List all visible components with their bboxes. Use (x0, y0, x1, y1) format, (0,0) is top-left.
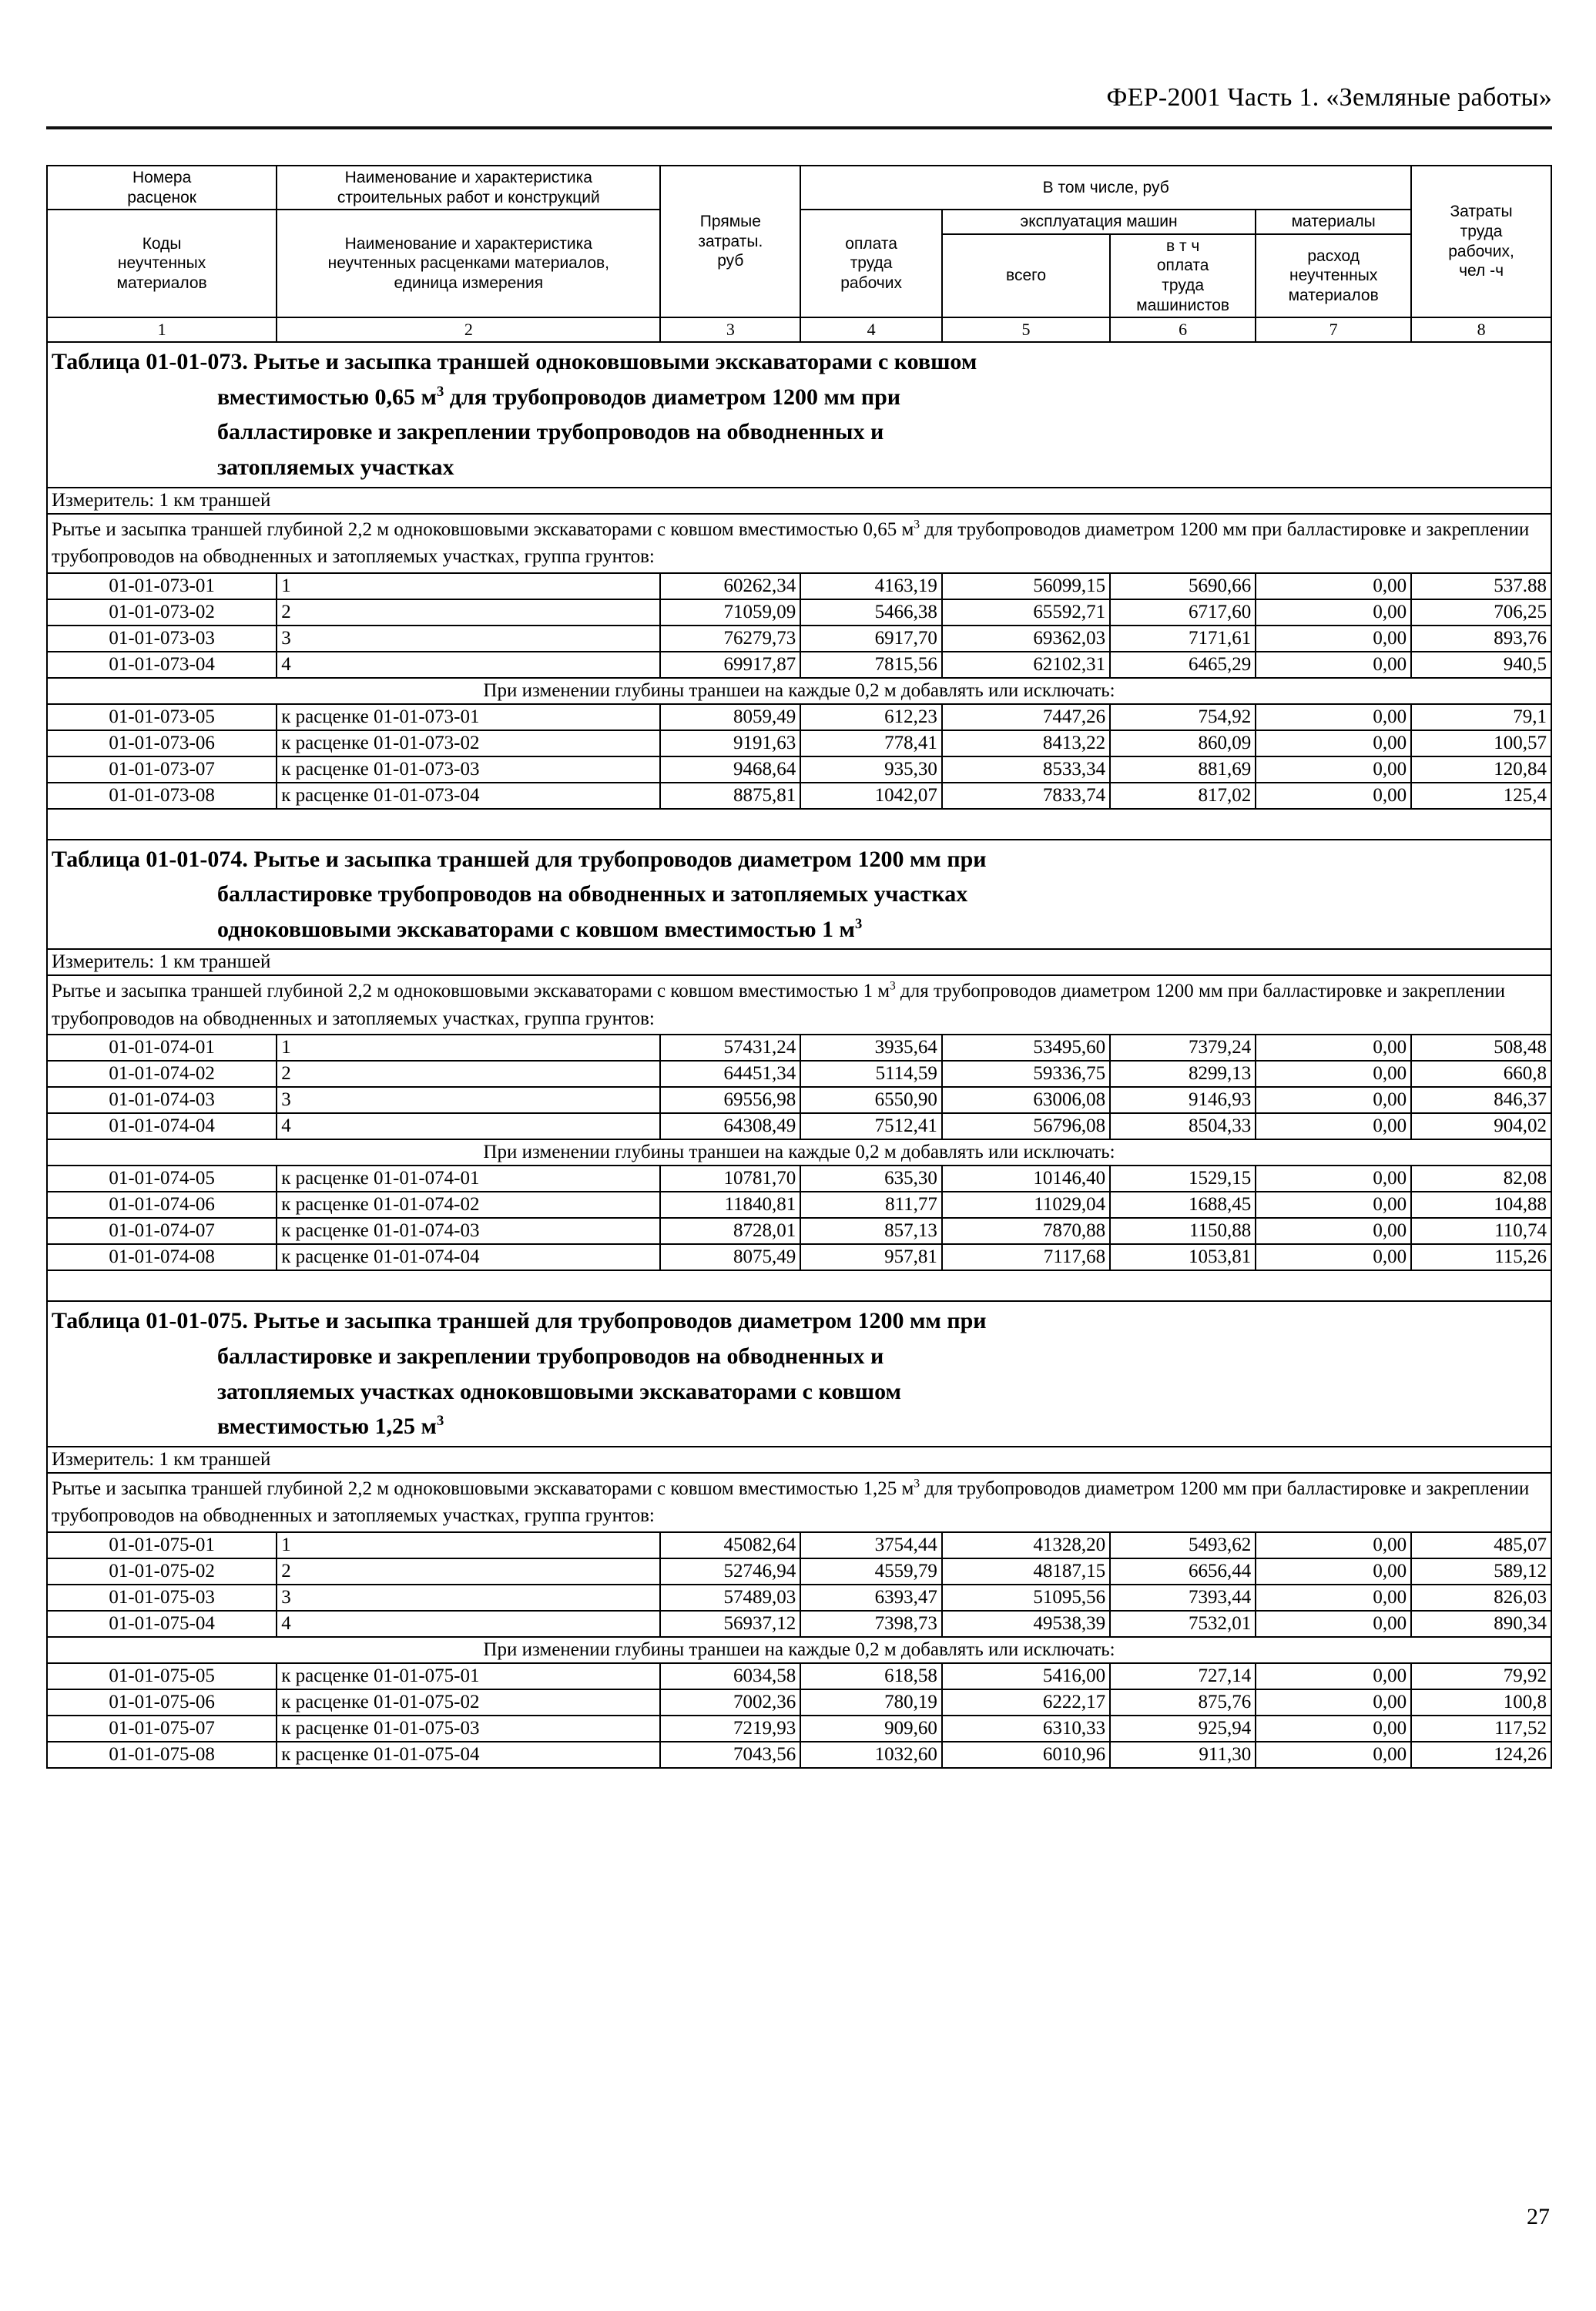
depth-note-row (47, 1139, 1551, 1166)
cell-direct-costs: 7002,36 (660, 1689, 800, 1716)
cell-machines-total: 7117,68 (942, 1244, 1110, 1270)
depth-note-row (47, 1637, 1551, 1663)
cell-name: к расценке 01-01-073-02 (277, 730, 660, 756)
cell-code: 01-01-075-06 (47, 1689, 277, 1716)
th-zatraty-truda: Затраты труда рабочих, чел -ч (1411, 166, 1551, 317)
cell-name: 2 (277, 1061, 660, 1087)
cell-code: 01-01-075-03 (47, 1585, 277, 1611)
cell-worker-pay: 857,13 (800, 1218, 942, 1244)
cell-direct-costs: 57489,03 (660, 1585, 800, 1611)
cell-direct-costs: 9191,63 (660, 730, 800, 756)
page-number: 27 (1527, 2204, 1550, 2229)
table-row (47, 1716, 1551, 1742)
cell-operator-pay: 925,94 (1110, 1716, 1256, 1742)
cell-worker-pay: 4559,79 (800, 1558, 942, 1585)
cell-materials: 0,00 (1256, 1689, 1411, 1716)
cell-code: 01-01-075-05 (47, 1663, 277, 1689)
cell-labor-hours: 125,4 (1411, 783, 1551, 809)
cell-labor-hours: 104,88 (1411, 1192, 1551, 1218)
cell-name: к расценке 01-01-073-04 (277, 783, 660, 809)
cell-code: 01-01-075-04 (47, 1611, 277, 1637)
table-row (47, 1611, 1551, 1637)
cell-machines-total: 11029,04 (942, 1192, 1110, 1218)
cell-machines-total: 7447,26 (942, 704, 1110, 730)
th-pryamye-zatraty: Прямые затраты. руб (660, 166, 800, 317)
cell-machines-total: 49538,39 (942, 1611, 1110, 1637)
table-header-numbers-row (47, 317, 1551, 342)
cell-labor-hours: 706,25 (1411, 599, 1551, 626)
cell-materials: 0,00 (1256, 626, 1411, 652)
izmeritel-row (47, 949, 1551, 975)
cell-code: 01-01-074-06 (47, 1192, 277, 1218)
block-spacer (47, 809, 1551, 840)
cell-machines-total: 8413,22 (942, 730, 1110, 756)
table-row (47, 652, 1551, 678)
cell-name: 1 (277, 573, 660, 599)
cell-materials: 0,00 (1256, 1716, 1411, 1742)
cell-machines-total: 63006,08 (942, 1087, 1110, 1113)
cell-worker-pay: 3754,44 (800, 1532, 942, 1558)
cell-name: 3 (277, 1087, 660, 1113)
table-title-cell (47, 1301, 1551, 1446)
cell-materials: 0,00 (1256, 652, 1411, 678)
cell-materials: 0,00 (1256, 1035, 1411, 1061)
cell-operator-pay: 6717,60 (1110, 599, 1256, 626)
cell-name: к расценке 01-01-074-04 (277, 1244, 660, 1270)
cell-operator-pay: 7393,44 (1110, 1585, 1256, 1611)
cell-machines-total: 51095,56 (942, 1585, 1110, 1611)
cell-worker-pay: 957,81 (800, 1244, 942, 1270)
cell-name: к расценке 01-01-074-03 (277, 1218, 660, 1244)
cell-operator-pay: 5690,66 (1110, 573, 1256, 599)
cell-worker-pay: 612,23 (800, 704, 942, 730)
cell-labor-hours: 890,34 (1411, 1611, 1551, 1637)
cell-worker-pay: 1042,07 (800, 783, 942, 809)
th-numera-rascenok: Номера расценок (47, 166, 277, 210)
cell-code: 01-01-074-08 (47, 1244, 277, 1270)
table-row (47, 573, 1551, 599)
cell-code: 01-01-073-03 (47, 626, 277, 652)
cell-code: 01-01-075-01 (47, 1532, 277, 1558)
cell-name: 2 (277, 599, 660, 626)
description-row (47, 975, 1551, 1035)
table-row (47, 783, 1551, 809)
cell-worker-pay: 618,58 (800, 1663, 942, 1689)
cell-operator-pay: 1150,88 (1110, 1218, 1256, 1244)
cell-name: к расценке 01-01-074-01 (277, 1166, 660, 1192)
cell-worker-pay: 5114,59 (800, 1061, 942, 1087)
depth-note-row (47, 678, 1551, 704)
cell-worker-pay: 5466,38 (800, 599, 942, 626)
cell-materials: 0,00 (1256, 1742, 1411, 1768)
cell-machines-total: 56796,08 (942, 1113, 1110, 1139)
cell-direct-costs: 8059,49 (660, 704, 800, 730)
cell-name: 1 (277, 1035, 660, 1061)
th-group-ekspluataciya-mashin: эксплуатация машин (942, 210, 1256, 234)
description-row (47, 1473, 1551, 1532)
cell-materials: 0,00 (1256, 599, 1411, 626)
th-colnum-5: 5 (942, 317, 1110, 342)
cell-worker-pay: 935,30 (800, 756, 942, 783)
cell-direct-costs: 60262,34 (660, 573, 800, 599)
cell-materials: 0,00 (1256, 1532, 1411, 1558)
cell-worker-pay: 6393,47 (800, 1585, 942, 1611)
th-oplata-truda-mashinistov: в т ч оплата труда машинистов (1110, 234, 1256, 317)
cell-worker-pay: 780,19 (800, 1689, 942, 1716)
cell-machines-total: 41328,20 (942, 1532, 1110, 1558)
cell-machines-total: 65592,71 (942, 599, 1110, 626)
block-spacer-row (47, 1270, 1551, 1301)
cell-code: 01-01-074-02 (47, 1061, 277, 1087)
th-colnum-2: 2 (277, 317, 660, 342)
cell-name: к расценке 01-01-075-04 (277, 1742, 660, 1768)
cell-code: 01-01-074-03 (47, 1087, 277, 1113)
table-title-row (47, 840, 1551, 950)
table-title-text: Таблица 01-01-075. Рытье и засыпка траншей для трубопроводов диаметром 1200 мм при балластировке и закреплении трубопроводов на обводненных и затопляемых участках одноковшовыми экскаваторами с ковшом вместимостью 1,25 $м^3$ (52, 1308, 987, 1440)
izmeritel-cell: Измеритель: 1 км траншей (47, 949, 1551, 975)
cell-machines-total: 5416,00 (942, 1663, 1110, 1689)
cell-name: к расценке 01-01-073-01 (277, 704, 660, 730)
cell-name: 4 (277, 1113, 660, 1139)
cell-direct-costs: 8728,01 (660, 1218, 800, 1244)
table-row (47, 1558, 1551, 1585)
cell-labor-hours: 100,57 (1411, 730, 1551, 756)
table-row (47, 1585, 1551, 1611)
block-spacer (47, 1270, 1551, 1301)
cell-machines-total: 7870,88 (942, 1218, 1110, 1244)
cell-machines-total: 56099,15 (942, 573, 1110, 599)
cell-code: 01-01-073-01 (47, 573, 277, 599)
table-title-cell (47, 342, 1551, 487)
th-rashod-neuchtennyh-materialov: расход неучтенных материалов (1256, 234, 1411, 317)
cell-labor-hours: 100,8 (1411, 1689, 1551, 1716)
cell-code: 01-01-073-08 (47, 783, 277, 809)
cell-machines-total: 62102,31 (942, 652, 1110, 678)
cell-direct-costs: 69917,87 (660, 652, 800, 678)
cell-labor-hours: 79,92 (1411, 1663, 1551, 1689)
cell-machines-total: 69362,03 (942, 626, 1110, 652)
cell-operator-pay: 727,14 (1110, 1663, 1256, 1689)
cell-machines-total: 8533,34 (942, 756, 1110, 783)
cell-labor-hours: 589,12 (1411, 1558, 1551, 1585)
cell-operator-pay: 911,30 (1110, 1742, 1256, 1768)
th-colnum-7: 7 (1256, 317, 1411, 342)
cell-name: к расценке 01-01-073-03 (277, 756, 660, 783)
cell-labor-hours: 82,08 (1411, 1166, 1551, 1192)
table-row (47, 1113, 1551, 1139)
th-colnum-3: 3 (660, 317, 800, 342)
table-row (47, 1742, 1551, 1768)
cell-materials: 0,00 (1256, 730, 1411, 756)
cell-worker-pay: 7815,56 (800, 652, 942, 678)
cell-direct-costs: 64451,34 (660, 1061, 800, 1087)
cell-operator-pay: 5493,62 (1110, 1532, 1256, 1558)
cell-code: 01-01-075-02 (47, 1558, 277, 1585)
cell-materials: 0,00 (1256, 573, 1411, 599)
table-row (47, 704, 1551, 730)
th-group-materialy: материалы (1256, 210, 1411, 234)
description-cell: Рытье и засыпка траншей глубиной 2,2 м одноковшовыми экскаваторами с ковшом вместимостью 0,65 $м^3$ для трубопроводов диаметром 1200 мм при балластировке и закреплении трубопроводов на обводненных и затопляемых участках, группа грунтов: (47, 514, 1551, 573)
cell-name: 3 (277, 1585, 660, 1611)
cell-materials: 0,00 (1256, 1663, 1411, 1689)
cell-name: 3 (277, 626, 660, 652)
cell-operator-pay: 8299,13 (1110, 1061, 1256, 1087)
cell-worker-pay: 7512,41 (800, 1113, 942, 1139)
cell-worker-pay: 811,77 (800, 1192, 942, 1218)
cell-name: к расценке 01-01-075-03 (277, 1716, 660, 1742)
cell-machines-total: 6222,17 (942, 1689, 1110, 1716)
izmeritel-cell: Измеритель: 1 км траншей (47, 1447, 1551, 1473)
cell-worker-pay: 635,30 (800, 1166, 942, 1192)
cell-name: к расценке 01-01-075-02 (277, 1689, 660, 1716)
cell-direct-costs: 69556,98 (660, 1087, 800, 1113)
th-naimenovanie-rabot: Наименование и характеристика строительных работ и конструкций (277, 166, 660, 210)
cell-code: 01-01-074-05 (47, 1166, 277, 1192)
cell-labor-hours: 940,5 (1411, 652, 1551, 678)
table-header-row-1 (47, 166, 1551, 210)
cell-direct-costs: 56937,12 (660, 1611, 800, 1637)
cell-labor-hours: 124,26 (1411, 1742, 1551, 1768)
cell-name: 2 (277, 1558, 660, 1585)
cell-machines-total: 59336,75 (942, 1061, 1110, 1087)
cell-worker-pay: 6917,70 (800, 626, 942, 652)
cell-labor-hours: 117,52 (1411, 1716, 1551, 1742)
cell-operator-pay: 7532,01 (1110, 1611, 1256, 1637)
izmeritel-row (47, 1447, 1551, 1473)
cell-materials: 0,00 (1256, 1113, 1411, 1139)
cell-machines-total: 7833,74 (942, 783, 1110, 809)
cell-labor-hours: 110,74 (1411, 1218, 1551, 1244)
cell-direct-costs: 64308,49 (660, 1113, 800, 1139)
description-row (47, 514, 1551, 573)
table-row (47, 626, 1551, 652)
th-vsego: всего (942, 234, 1110, 317)
cell-operator-pay: 1688,45 (1110, 1192, 1256, 1218)
cell-machines-total: 10146,40 (942, 1166, 1110, 1192)
cell-operator-pay: 881,69 (1110, 756, 1256, 783)
cell-labor-hours: 904,02 (1411, 1113, 1551, 1139)
th-colnum-1: 1 (47, 317, 277, 342)
cell-materials: 0,00 (1256, 1087, 1411, 1113)
table-title-row (47, 1301, 1551, 1446)
cell-name: к расценке 01-01-074-02 (277, 1192, 660, 1218)
cell-materials: 0,00 (1256, 1192, 1411, 1218)
table-row (47, 1035, 1551, 1061)
table-row (47, 1061, 1551, 1087)
cell-direct-costs: 71059,09 (660, 599, 800, 626)
cell-direct-costs: 52746,94 (660, 1558, 800, 1585)
cell-operator-pay: 817,02 (1110, 783, 1256, 809)
cell-materials: 0,00 (1256, 1061, 1411, 1087)
table-row (47, 1663, 1551, 1689)
cell-code: 01-01-073-04 (47, 652, 277, 678)
cell-code: 01-01-073-07 (47, 756, 277, 783)
cell-labor-hours: 79,1 (1411, 704, 1551, 730)
table-row (47, 756, 1551, 783)
depth-note-cell: При изменении глубины траншеи на каждые 0,2 м добавлять или исключать: (47, 1637, 1551, 1663)
cell-operator-pay: 1529,15 (1110, 1166, 1256, 1192)
table-row (47, 1218, 1551, 1244)
cell-machines-total: 48187,15 (942, 1558, 1110, 1585)
table-row (47, 1192, 1551, 1218)
th-kody-neuchtennyh: Коды неучтенных материалов (47, 210, 277, 317)
cell-direct-costs: 11840,81 (660, 1192, 800, 1218)
table-title-cell (47, 840, 1551, 950)
cell-machines-total: 6310,33 (942, 1716, 1110, 1742)
cell-direct-costs: 9468,64 (660, 756, 800, 783)
cell-materials: 0,00 (1256, 783, 1411, 809)
cell-direct-costs: 57431,24 (660, 1035, 800, 1061)
th-oplata-truda-rabochih: оплата труда рабочих (800, 210, 942, 317)
cell-materials: 0,00 (1256, 756, 1411, 783)
th-colnum-4: 4 (800, 317, 942, 342)
cell-operator-pay: 6465,29 (1110, 652, 1256, 678)
cell-materials: 0,00 (1256, 1218, 1411, 1244)
cell-worker-pay: 4163,19 (800, 573, 942, 599)
cell-labor-hours: 660,8 (1411, 1061, 1551, 1087)
cell-materials: 0,00 (1256, 1166, 1411, 1192)
cell-direct-costs: 6034,58 (660, 1663, 800, 1689)
cell-operator-pay: 875,76 (1110, 1689, 1256, 1716)
cell-code: 01-01-073-02 (47, 599, 277, 626)
cell-name: 4 (277, 652, 660, 678)
table-title-text: Таблица 01-01-074. Рытье и засыпка траншей для трубопроводов диаметром 1200 мм при балластировке трубопроводов на обводненных и затопляемых участках одноковшовыми экскаваторами с ковшом вместимостью 1 $м^3$ (52, 846, 987, 942)
cell-labor-hours: 826,03 (1411, 1585, 1551, 1611)
cell-code: 01-01-075-08 (47, 1742, 277, 1768)
cell-operator-pay: 754,92 (1110, 704, 1256, 730)
cell-machines-total: 53495,60 (942, 1035, 1110, 1061)
depth-note-cell: При изменении глубины траншеи на каждые 0,2 м добавлять или исключать: (47, 1139, 1551, 1166)
cell-labor-hours: 485,07 (1411, 1532, 1551, 1558)
th-naimenovanie-materialov: Наименование и характеристика неучтенных расценками материалов, единица измерения (277, 210, 660, 317)
cell-labor-hours: 537.88 (1411, 573, 1551, 599)
table-row (47, 1532, 1551, 1558)
cell-labor-hours: 120,84 (1411, 756, 1551, 783)
cell-code: 01-01-074-04 (47, 1113, 277, 1139)
table-row (47, 1166, 1551, 1192)
cell-machines-total: 6010,96 (942, 1742, 1110, 1768)
cell-direct-costs: 7219,93 (660, 1716, 800, 1742)
cell-labor-hours: 115,26 (1411, 1244, 1551, 1270)
cell-operator-pay: 8504,33 (1110, 1113, 1256, 1139)
cell-direct-costs: 7043,56 (660, 1742, 800, 1768)
cell-worker-pay: 6550,90 (800, 1087, 942, 1113)
cell-direct-costs: 10781,70 (660, 1166, 800, 1192)
cell-name: 4 (277, 1611, 660, 1637)
block-spacer-row (47, 809, 1551, 840)
cell-materials: 0,00 (1256, 1585, 1411, 1611)
cell-name: 1 (277, 1532, 660, 1558)
table-title-row (47, 342, 1551, 487)
th-colnum-6: 6 (1110, 317, 1256, 342)
cell-worker-pay: 909,60 (800, 1716, 942, 1742)
cell-direct-costs: 8075,49 (660, 1244, 800, 1270)
cell-direct-costs: 45082,64 (660, 1532, 800, 1558)
cell-code: 01-01-074-01 (47, 1035, 277, 1061)
table-title-text: Таблица 01-01-073. Рытье и засыпка траншей одноковшовыми экскаваторами с ковшом вместимостью 0,65 $м^3$ для трубопроводов диаметром 1200 мм при балластировке и закреплении трубопроводов на обводненных и затопляемых участках (52, 349, 977, 481)
cell-direct-costs: 8875,81 (660, 783, 800, 809)
table-row (47, 1087, 1551, 1113)
table-row (47, 1689, 1551, 1716)
th-group-v-tom-chisle: В том числе, руб (800, 166, 1411, 210)
izmeritel-cell: Измеритель: 1 км траншей (47, 488, 1551, 514)
cell-code: 01-01-074-07 (47, 1218, 277, 1244)
cell-code: 01-01-073-06 (47, 730, 277, 756)
izmeritel-row (47, 488, 1551, 514)
cell-code: 01-01-073-05 (47, 704, 277, 730)
cell-materials: 0,00 (1256, 1611, 1411, 1637)
cell-operator-pay: 860,09 (1110, 730, 1256, 756)
running-header: ФЕР-2001 Часть 1. «Земляные работы» (1106, 83, 1552, 112)
cell-name: к расценке 01-01-075-01 (277, 1663, 660, 1689)
cell-labor-hours: 846,37 (1411, 1087, 1551, 1113)
depth-note-cell: При изменении глубины траншеи на каждые 0,2 м добавлять или исключать: (47, 678, 1551, 704)
cell-materials: 0,00 (1256, 1558, 1411, 1585)
cell-operator-pay: 9146,93 (1110, 1087, 1256, 1113)
header-rule (46, 126, 1552, 129)
table-row (47, 599, 1551, 626)
cell-worker-pay: 3935,64 (800, 1035, 942, 1061)
description-cell: Рытье и засыпка траншей глубиной 2,2 м одноковшовыми экскаваторами с ковшом вместимостью 1,25 $м^3$ для трубопроводов диаметром 1200 мм при балластировке и закреплении трубопроводов на обводненных и затопляемых участках, группа грунтов: (47, 1473, 1551, 1532)
cell-operator-pay: 7171,61 (1110, 626, 1256, 652)
price-table (46, 165, 1552, 1769)
cell-worker-pay: 7398,73 (800, 1611, 942, 1637)
cell-materials: 0,00 (1256, 1244, 1411, 1270)
cell-materials: 0,00 (1256, 704, 1411, 730)
cell-operator-pay: 1053,81 (1110, 1244, 1256, 1270)
cell-labor-hours: 893,76 (1411, 626, 1551, 652)
cell-direct-costs: 76279,73 (660, 626, 800, 652)
cell-worker-pay: 1032,60 (800, 1742, 942, 1768)
th-colnum-8: 8 (1411, 317, 1551, 342)
table-row (47, 730, 1551, 756)
cell-code: 01-01-075-07 (47, 1716, 277, 1742)
cell-labor-hours: 508,48 (1411, 1035, 1551, 1061)
cell-operator-pay: 7379,24 (1110, 1035, 1256, 1061)
table-row (47, 1244, 1551, 1270)
description-cell: Рытье и засыпка траншей глубиной 2,2 м одноковшовыми экскаваторами с ковшом вместимостью 1 $м^3$ для трубопроводов диаметром 1200 мм при балластировке и закреплении трубопроводов на обводненных и затопляемых участках, группа грунтов: (47, 975, 1551, 1035)
cell-operator-pay: 6656,44 (1110, 1558, 1256, 1585)
cell-worker-pay: 778,41 (800, 730, 942, 756)
